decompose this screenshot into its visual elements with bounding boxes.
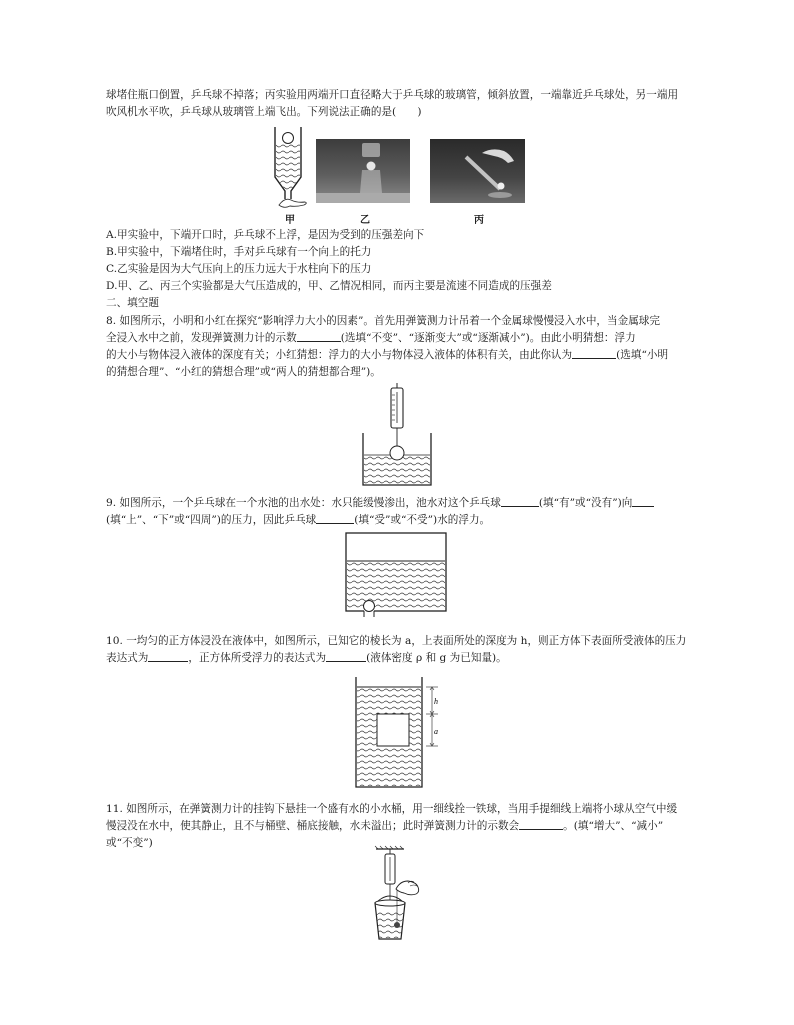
q7-figure-jia: [265, 125, 311, 213]
section-2-title: 二、填空题: [106, 297, 159, 309]
q10-answer-blank-1[interactable]: [148, 650, 188, 662]
q10-line-2-start: 表达式为: [106, 652, 149, 664]
q7-caption-jia: 甲: [285, 215, 295, 226]
q11-line-2-end: 。(填“增大”、“减小”: [563, 820, 664, 832]
q7-option-d[interactable]: D.甲、乙、丙三个实验都是大气压造成的，甲、乙情况相同，而丙主要是流速不同造成的压强差: [106, 280, 552, 292]
q9-answer-blank-3[interactable]: [316, 512, 354, 524]
q7-stem-line-1: 球堵住瓶口倒置，乒乓球不掉落；丙实验用两端开口直径略大于乒乓球的玻璃管，倾斜放置，一端靠近乒乓球处，另一端用: [106, 89, 679, 101]
q10-line-2-end: (液体密度 ρ 和 g 为已知量)。: [366, 652, 507, 664]
q10-line-2-mid: ，正方体所受浮力的表达式为: [188, 652, 327, 664]
q7-option-c[interactable]: C.乙实验是因为大气压向上的压力远大于水柱向下的压力: [106, 263, 372, 275]
q9-text: [106, 495, 690, 529]
q11-answer-blank[interactable]: [519, 818, 563, 830]
q9-line-1-end: (填“有”或“没有”)向: [538, 497, 633, 509]
q9-line-1-start: 9. 如图所示，一个乒乓球在一个水池的出水处：水只能缓慢渗出，池水对这个乒乓球: [106, 497, 501, 509]
q7-stem-line-2: 吹风机水平吹，乒乓球从玻璃管上端飞出。下列说法正确的是( ): [106, 106, 422, 118]
q8-line-3-end: (选填“小明: [616, 349, 669, 361]
q7-option-b[interactable]: B.甲实验中，下端堵住时，手对乒乓球有一个向上的托力: [106, 246, 372, 258]
q8-answer-blank-2[interactable]: [572, 347, 616, 359]
q8-line-2-start: 全浸入水中之前，发现弹簧测力计的示数: [106, 332, 297, 344]
q8-figure: [360, 383, 434, 487]
q8-answer-blank-1[interactable]: [297, 330, 341, 342]
q10-figure: [352, 675, 448, 789]
q11-line-3: 或“不变”): [106, 837, 153, 849]
q9-answer-blank-2[interactable]: [632, 495, 654, 507]
q8-line-3-start: 的大小与物体浸入液体的深度有关；小红猜想：浮力的大小与物体浸入液体的体积有关，由此你认为: [106, 349, 573, 361]
q7-caption-bing: 丙: [474, 215, 484, 226]
q7-photo-bing: [430, 139, 525, 203]
q8-line-1: 8. 如图所示，小明和小红在探究“影响浮力大小的因素”。首先用弹簧测力计吊着一个金属球慢慢浸入水中，当金属球完: [106, 315, 660, 327]
q10-text: [106, 633, 690, 667]
q10-answer-blank-2[interactable]: [326, 650, 366, 662]
q7-caption-yi: 乙: [360, 215, 370, 226]
q10-line-1: 10. 一均匀的正方体浸没在液体中，如图所示，已知它的棱长为 a，上表面所处的深度为 h，则正方体下表面所受液体的压力: [106, 635, 687, 647]
q7-options: [106, 227, 690, 312]
q8-text: [106, 313, 690, 381]
q7-option-a[interactable]: A.甲实验中，下端开口时，乒乓球不上浮，是因为受到的压强差向下: [106, 229, 425, 241]
q9-line-2-end: (填“受”或“不受”)水的浮力。: [354, 514, 491, 526]
q9-line-2-start: (填“上”、“下”或“四周”)的压力，因此乒乓球: [106, 514, 317, 526]
q8-line-2-end: (选填“不变”、“逐渐变大”或“逐渐减小”)。由此小明猜想：浮力: [340, 332, 636, 344]
q10-label-h: h: [434, 697, 438, 706]
q11-figure: [370, 845, 432, 941]
q9-figure: [344, 531, 448, 617]
q11-line-2-start: 慢浸没在水中，使其静止，且不与桶壁、桶底接触，水未溢出；此时弹簧测力计的示数会: [106, 820, 520, 832]
q7-stem: [106, 87, 690, 121]
q8-line-4: 的猜想合理”、“小红的猜想合理”或“两人的猜想都合理”)。: [106, 366, 381, 378]
q10-label-a: a: [434, 727, 438, 736]
q11-line-1: 11. 如图所示，在弹簧测力计的挂钩下悬挂一个盛有水的小水桶，用一细线拴一铁球，当用手提细线上端将小球从空气中缓: [106, 803, 678, 815]
q7-photo-yi: [316, 139, 410, 203]
q9-answer-blank-1[interactable]: [501, 495, 539, 507]
